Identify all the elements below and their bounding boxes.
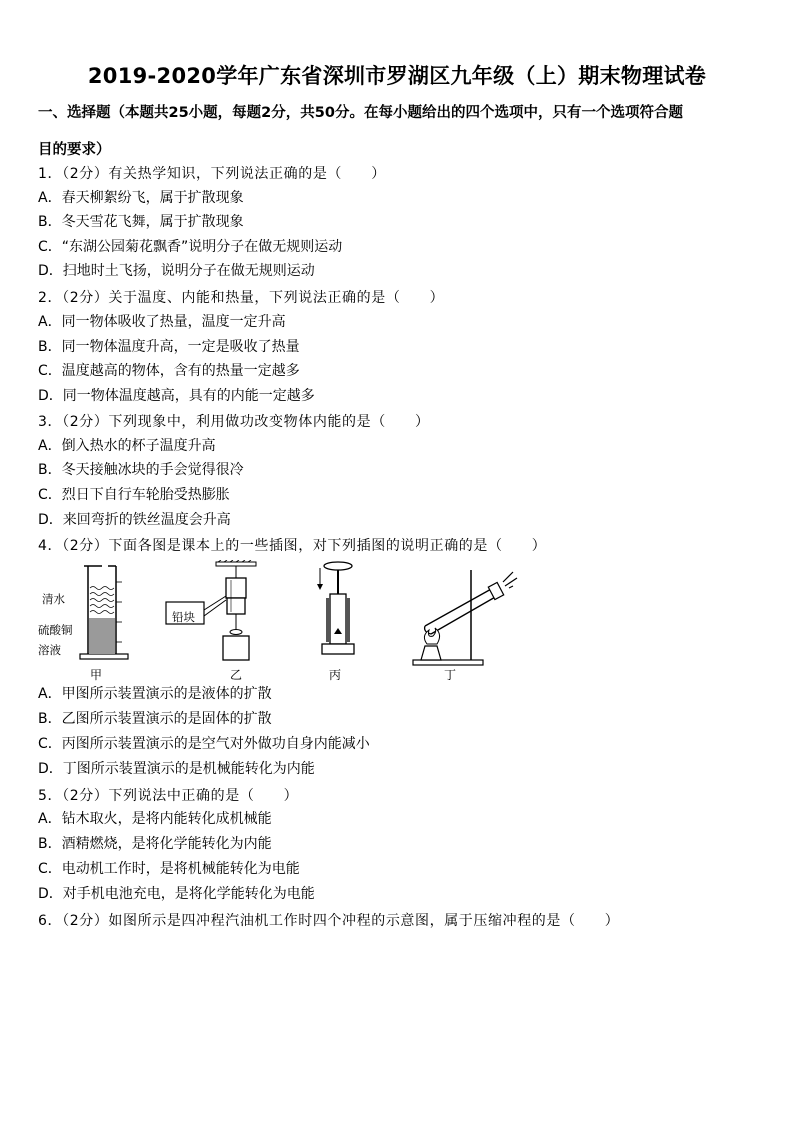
question-3-option-d: D．来回弯折的铁丝温度会升高	[38, 512, 231, 528]
figure-caption-ding: 丁	[444, 668, 457, 682]
figure-jia-solution-label-2: 溶液	[38, 643, 61, 657]
figure-bing-compression	[310, 560, 366, 664]
question-2-stem: 2．（2分）关于温度、内能和热量，下列说法正确的是（ ）	[38, 290, 445, 306]
figure-caption-bing: 丙	[329, 668, 342, 682]
question-3-option-c: C．烈日下自行车轮胎受热膨胀	[38, 487, 230, 503]
question-1-option-c: C．“东湖公园菊花飘香”说明分子在做无规则运动	[38, 239, 343, 255]
question-4-stem: 4．（2分）下面各图是课本上的一些插图，对下列插图的说明正确的是（ ）	[38, 538, 547, 554]
question-3-option-b: B．冬天接触冰块的手会觉得很冷	[38, 462, 244, 478]
section-heading-line-1: 一、选择题（本题共25小题，每题2分，共50分。在每小题给出的四个选项中，只有一个选项符合题	[38, 105, 683, 121]
question-5-option-c: C．电动机工作时，是将机械能转化为电能	[38, 861, 300, 877]
figure-caption-jia: 甲	[90, 668, 103, 682]
question-2-option-b: B．同一物体温度升高，一定是吸收了热量	[38, 339, 300, 355]
question-1-option-a: A．春天柳絮纷飞，属于扩散现象	[38, 190, 244, 206]
figure-ding-test-tube	[405, 566, 525, 668]
figure-jia-water-label: 清水	[42, 592, 65, 606]
question-1-stem: 1．（2分）有关热学知识，下列说法正确的是（ ）	[38, 166, 386, 182]
question-3-stem: 3．（2分）下列现象中，利用做功改变物体内能的是（ ）	[38, 414, 430, 430]
question-5-option-b: B．酒精燃烧，是将化学能转化为内能	[38, 836, 272, 852]
figure-jia-solution-label-1: 硫酸铜	[38, 623, 73, 637]
question-2-option-d: D．同一物体温度越高，具有的内能一定越多	[38, 388, 315, 404]
question-3-option-a: A．倒入热水的杯子温度升高	[38, 438, 216, 454]
page-title: 2019-2020学年广东省深圳市罗湖区九年级（上）期末物理试卷	[87, 64, 707, 88]
question-6-stem: 6．（2分）如图所示是四冲程汽油机工作时四个冲程的示意图，属于压缩冲程的是（ ）	[38, 913, 620, 929]
figure-yi-lead-label: 铅块	[172, 610, 195, 624]
question-5-option-d: D．对手机电池充电，是将化学能转化为电能	[38, 886, 315, 902]
question-1-option-d: D．扫地时土飞扬，说明分子在做无规则运动	[38, 263, 315, 279]
question-5-stem: 5．（2分）下列说法中正确的是（ ）	[38, 788, 299, 804]
question-1-option-b: B．冬天雪花飞舞，属于扩散现象	[38, 214, 244, 230]
question-4-option-d: D．丁图所示装置演示的是机械能转化为内能	[38, 761, 315, 777]
figure-caption-yi: 乙	[230, 668, 243, 682]
figure-jia-cylinder	[78, 562, 136, 662]
question-4-option-a: A．甲图所示装置演示的是液体的扩散	[38, 686, 272, 702]
section-heading-line-2: 目的要求）	[38, 142, 111, 158]
question-2-option-a: A．同一物体吸收了热量，温度一定升高	[38, 314, 286, 330]
question-4-option-b: B．乙图所示装置演示的是固体的扩散	[38, 711, 272, 727]
question-5-option-a: A．钻木取火，是将内能转化成机械能	[38, 811, 272, 827]
question-4-option-c: C．丙图所示装置演示的是空气对外做功自身内能减小	[38, 736, 370, 752]
question-2-option-c: C．温度越高的物体，含有的热量一定越多	[38, 363, 300, 379]
